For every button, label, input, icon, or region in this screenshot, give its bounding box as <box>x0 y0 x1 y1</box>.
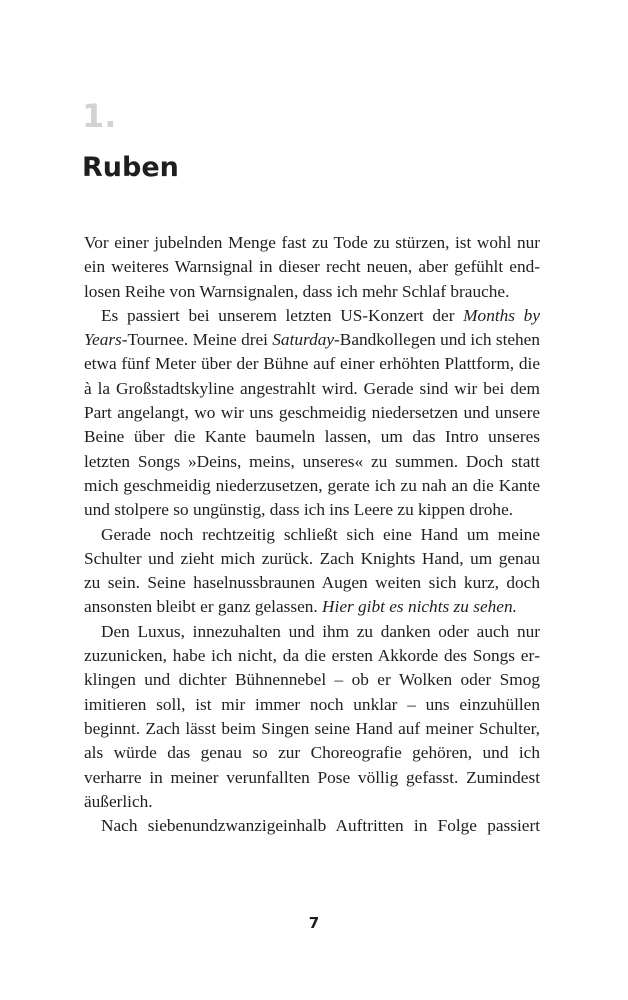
paragraph: Es passiert bei unserem letzten US-Konzert der Months by Years-Tournee. Meine drei Saturday-Bandkollegen und ich stehen etwa fünf Meter über der Bühne auf einer erhöhten Plattform, die à la Großstadtskyline angestrahlt wird. Gerade sind wir bei dem Part angelangt, wo wir uns geschmeidig niedersetzen und unsere Beine über die Kante baumeln lassen, um das Intro unseres letzten Songs »Deins, meins, unseres« zu summen. Doch statt mich geschmeidig niederzusetzen, gerate ich zu nah an die Kante und stolpere so ungünstig, dass ich ins Leere zu kippen drohe. <box>84 305 540 520</box>
page-number: 7 <box>308 914 320 932</box>
paragraph: Gerade noch rechtzeitig schließt sich eine Hand um meine Schulter und zieht mich zurück. Zach Knights Hand, um genau zu sein. Seine haselnussbraunen Augen weiten sich kurz, doch ansonsten bleibt er ganz gelassen. Hier gibt es nichts zu sehen. <box>84 524 540 617</box>
chapter-body <box>84 231 540 838</box>
paragraph: Nach siebenundzwanzigeinhalb Auftritten in Folge passiert <box>101 816 540 836</box>
paragraph: Vor einer jubelnden Menge fast zu Tode zu stürzen, ist wohl nur ein weiteres Warnsignal in dieser recht neuen, aber gefühlt endlosen Reihe von Warnsignalen, dass ich mehr Schlaf brauche. <box>84 233 540 301</box>
emphasis-text: Saturday <box>272 330 335 350</box>
emphasis-text: Hier gibt es nichts zu sehen. <box>322 597 517 617</box>
chapter-number: 1. <box>82 97 117 135</box>
paragraph: Den Luxus, innezuhalten und ihm zu danken oder auch nur zuzunicken, habe ich nicht, da die ersten Akkorde des Songs erklingen und dichter Bühnennebel – ob er Wolken oder Smog imitieren soll, ist mir immer noch unklar – uns einzuhüllen beginnt. Zach lässt beim Singen seine Hand auf meiner Schulter, als würde das genau so zur Choreografie gehören, und ich verharre in meiner verunfallten Pose völlig gefasst. Zumindest äußerlich. <box>84 621 540 811</box>
emphasis-text: Months by Years <box>84 305 540 350</box>
chapter-title: Ruben <box>82 152 179 183</box>
